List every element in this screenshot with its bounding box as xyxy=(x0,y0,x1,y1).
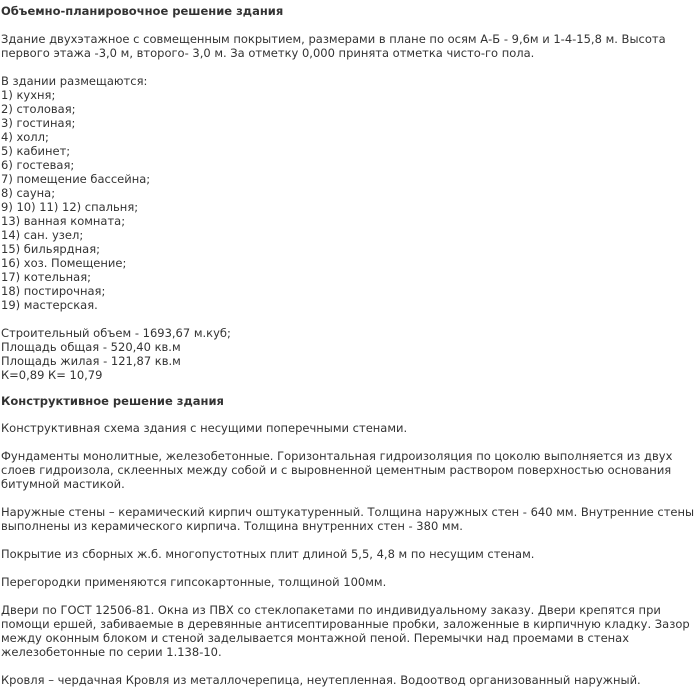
list-item: 19) мастерская. xyxy=(1,298,98,312)
list-item: 14) сан. узел; xyxy=(1,228,84,242)
building-stats xyxy=(1,326,697,382)
room-list xyxy=(1,88,697,312)
list-item: 9) 10) 11) 12) спальня; xyxy=(1,200,139,214)
partitions-paragraph: Перегородки применяются гипсокартонные, толщиной 100мм. xyxy=(1,575,387,589)
foundation-paragraph: Фундаменты монолитные, железобетонные. Горизонтальная гидроизоляция по цоколю выполняется из двух слоев гидроизола, склеенных между собой и с выровненной цементным раствором поверхностью основания битумной мастикой. xyxy=(1,449,677,491)
walls-paragraph: Наружные стены – керамический кирпич оштукатуренный. Толщина наружных стен - 640 мм. Внутренние стены выполнены из керамического кирпича. Толщина внутренних стен - 380 мм. xyxy=(1,505,698,533)
list-item: 15) бильярдная; xyxy=(1,242,100,256)
section-title-planning: Объемно-планировочное решение здания xyxy=(1,4,284,18)
list-item: 13) ванная комната; xyxy=(1,214,126,228)
doors-windows-paragraph: Двери по ГОСТ 12506-81. Окна из ПВХ со стеклопакетами по индивидуальному заказу. Двери крепятся при помощи ершей, забиваемые в деревянные антисептированные пробки, заложенные в кирпичную кладку. Зазор между оконным блоком и стеной заделывается монтажной пеной. Перемычки над проемами в стенах железобетонные по серии 1.138-10. xyxy=(1,603,694,659)
stat-line-coefficients: К=0,89 К= 10,79 xyxy=(1,368,103,382)
rooms-heading: В здании размещаются: xyxy=(1,74,148,88)
document-body xyxy=(1,4,697,687)
list-item: 17) котельная; xyxy=(1,270,92,284)
stat-line-total-area: Площадь общая - 520,40 кв.м xyxy=(1,340,181,354)
section-title-construction: Конструктивное решение здания xyxy=(1,394,224,408)
list-item: 5) кабинет; xyxy=(1,144,71,158)
list-item: 1) кухня; xyxy=(1,88,56,102)
list-item: 16) хоз. Помещение; xyxy=(1,256,127,270)
building-intro-paragraph: Здание двухэтажное с совмещенным покрытием, размерами в плане по осям А-Б - 9,6м и 1-4-15,8 м. Высота первого этажа -3,0 м, второго- 3,0 м. За отметку 0,000 принята отметка чисто-го пола. xyxy=(1,32,670,60)
roof-paragraph: Кровля – чердачная Кровля из металлочерепица, неутепленная. Водоотвод организованный наружный. xyxy=(1,673,641,687)
construction-scheme-paragraph: Конструктивная схема здания с несущими поперечными стенами. xyxy=(1,421,408,435)
list-item: 8) сауна; xyxy=(1,186,56,200)
list-item: 7) помещение бассейна; xyxy=(1,172,151,186)
roofing-slabs-paragraph: Покрытие из сборных ж.б. многопустотных плит длиной 5,5, 4,8 м по несущим стенам. xyxy=(1,547,535,561)
list-item: 4) холл; xyxy=(1,130,49,144)
list-item: 3) гостиная; xyxy=(1,116,76,130)
stat-line-living-area: Площадь жилая - 121,87 кв.м xyxy=(1,354,181,368)
list-item: 6) гостевая; xyxy=(1,158,75,172)
list-item: 18) постирочная; xyxy=(1,284,106,298)
stat-line-volume: Строительный объем - 1693,67 м.куб; xyxy=(1,326,231,340)
list-item: 2) столовая; xyxy=(1,102,76,116)
